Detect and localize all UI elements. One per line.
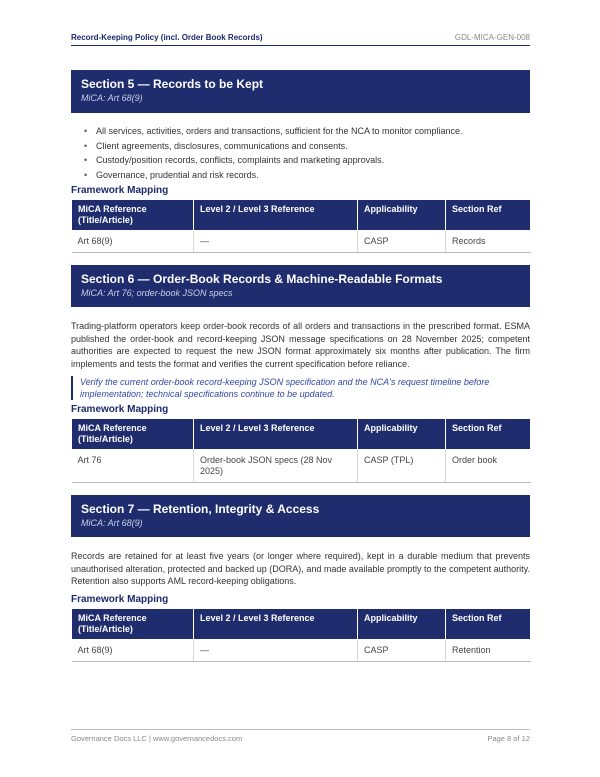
table-header-row xyxy=(72,419,531,450)
page-number: Page 8 of 12 xyxy=(487,734,530,743)
framework-mapping-heading: Framework Mapping xyxy=(71,594,169,605)
table-row xyxy=(72,640,531,662)
framework-mapping-table xyxy=(71,199,531,253)
table-cell: Art 76 xyxy=(72,450,194,483)
column-header: Section Ref xyxy=(446,609,531,640)
framework-mapping-table xyxy=(71,608,531,662)
table-cell: Art 68(9) xyxy=(72,231,194,253)
column-header: MiCA Reference (Title/Article) xyxy=(72,419,194,450)
table-header-row xyxy=(72,609,531,640)
table-cell: Order book xyxy=(446,450,531,483)
table-row xyxy=(72,450,531,483)
document-title: Record-Keeping Policy (incl. Order Book Records) xyxy=(71,33,263,42)
framework-mapping-heading: Framework Mapping xyxy=(71,404,169,415)
table-cell: Art 68(9) xyxy=(72,640,194,662)
table-cell: Order-book JSON specs (28 Nov 2025) xyxy=(194,450,358,483)
section-5-bullet-list xyxy=(71,124,555,182)
list-item: • Governance, prudential and risk records. xyxy=(96,168,555,183)
section-7-banner xyxy=(71,495,530,537)
column-header: Applicability xyxy=(358,419,446,450)
verification-note: Verify the current order-book record-keeping JSON specification and the NCA's request timeline before implementation; technical specifications continue to be updated. xyxy=(71,376,526,400)
column-header: MiCA Reference (Title/Article) xyxy=(72,200,194,231)
column-header: MiCA Reference (Title/Article) xyxy=(72,609,194,640)
document-code: GDL-MICA-GEN-008 xyxy=(454,33,530,42)
list-item: • Client agreements, disclosures, communications and consents. xyxy=(96,139,555,154)
table-cell: CASP xyxy=(358,640,446,662)
column-header: Section Ref xyxy=(446,419,531,450)
table-cell: — xyxy=(194,231,358,253)
section-6-banner xyxy=(71,265,530,307)
framework-mapping-heading: Framework Mapping xyxy=(71,185,169,196)
section-7-subtitle: MiCA: Art 68(9) xyxy=(81,518,143,528)
table-cell: — xyxy=(194,640,358,662)
framework-mapping-table xyxy=(71,418,531,483)
section-5-banner xyxy=(71,70,530,113)
column-header: Level 2 / Level 3 Reference xyxy=(194,609,358,640)
table-cell: CASP (TPL) xyxy=(358,450,446,483)
section-6-paragraph: Trading-platform operators keep order-book records of all orders and transactions in the prescribed format. ESMA published the order-book and record-keeping JSON message specifications on 28 November 2025; competent authorities are expected to request the new JSON format approximately six months after publication. The firm implements and tests the format and verifies the current specification before reliance. xyxy=(71,321,530,369)
column-header: Level 2 / Level 3 Reference xyxy=(194,419,358,450)
page-header xyxy=(71,33,530,46)
list-item: • All services, activities, orders and transactions, sufficient for the NCA to monitor compliance. xyxy=(96,124,555,139)
section-6-subtitle: MiCA: Art 76; order-book JSON specs xyxy=(81,288,233,298)
section-6-title: Section 6 — Order-Book Records & Machine-Readable Formats xyxy=(81,272,443,286)
table-cell: Records xyxy=(446,231,531,253)
column-header: Section Ref xyxy=(446,200,531,231)
column-header: Applicability xyxy=(358,200,446,231)
table-cell: CASP xyxy=(358,231,446,253)
table-row xyxy=(72,231,531,253)
table-header-row xyxy=(72,200,531,231)
column-header: Applicability xyxy=(358,609,446,640)
table-cell: Retention xyxy=(446,640,531,662)
section-5-subtitle: MiCA: Art 68(9) xyxy=(81,93,143,103)
section-5-title: Section 5 — Records to be Kept xyxy=(81,77,264,91)
section-7-title: Section 7 — Retention, Integrity & Access xyxy=(81,502,320,516)
footer-company: Governance Docs LLC | www.governancedocs.com xyxy=(71,734,243,743)
list-item: • Custody/position records, conflicts, complaints and marketing approvals. xyxy=(96,153,555,168)
section-7-paragraph: Records are retained for at least five years (or longer where required), kept in a durable medium that prevents unauthorised alteration, protected and backed up (DORA), and made available promptly to the competent authority. Retention also supports AML record-keeping obligations. xyxy=(71,551,530,586)
column-header: Level 2 / Level 3 Reference xyxy=(194,200,358,231)
page-footer xyxy=(71,729,530,743)
